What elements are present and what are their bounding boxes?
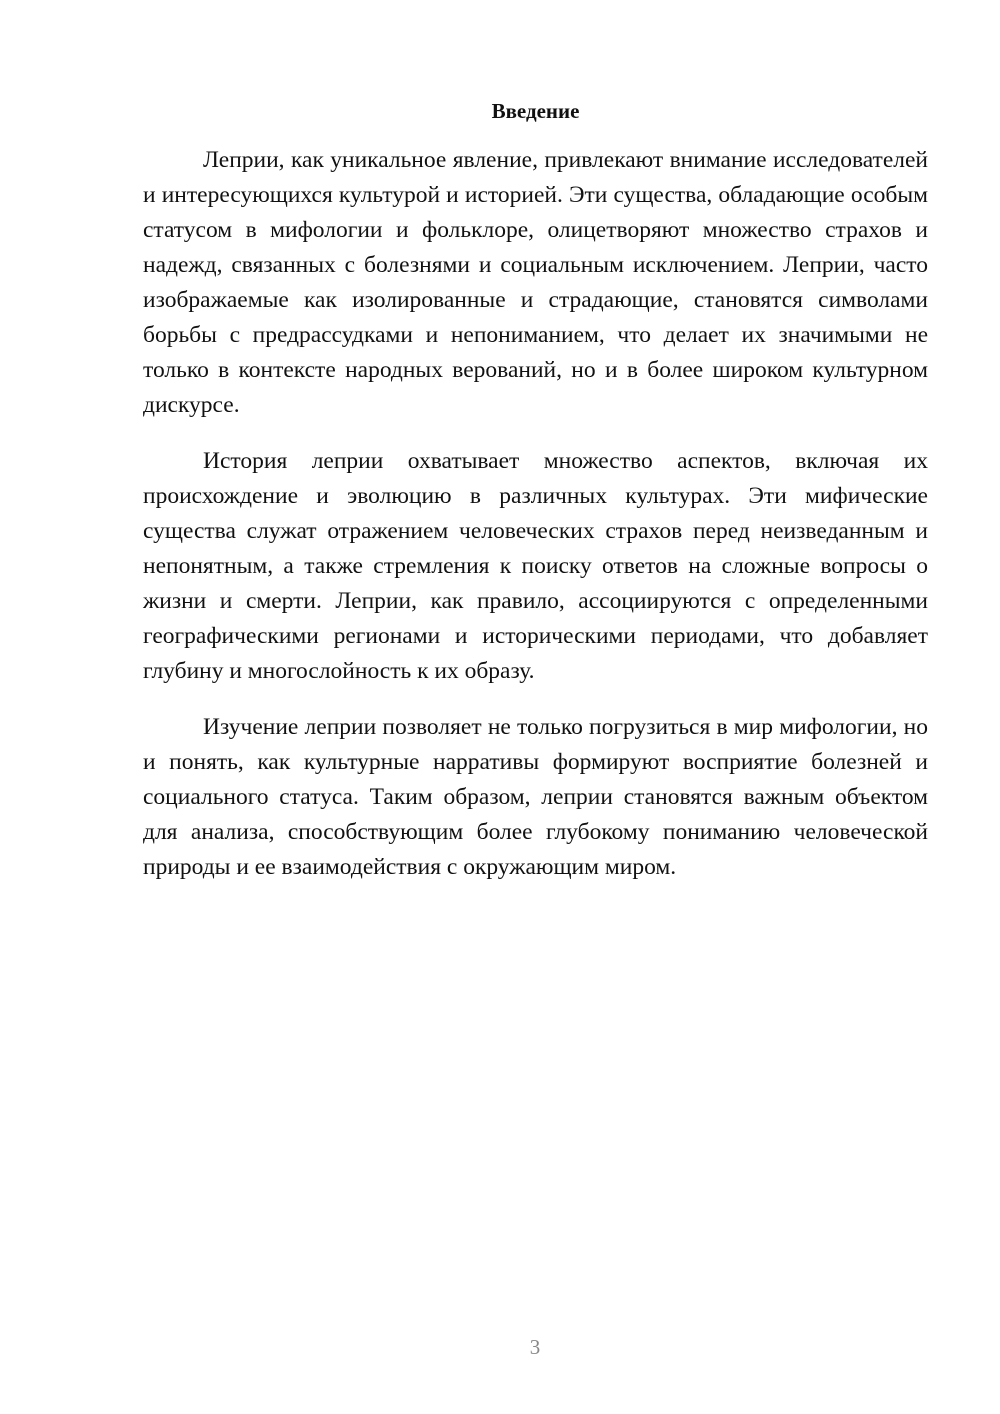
section-heading: Введение xyxy=(491,99,580,123)
body-text xyxy=(143,143,928,906)
paragraph-1: Леприи, как уникальное явление, привлекают внимание исследователей и интересующихся культурой и историей. Эти существа, обладающие особым статусом в мифологии и фольклоре, олицетворяют множество страхов и надежд, связанных с болезнями и социальным исключением. Леприи, часто изображаемые как изолированные и страдающие, становятся символами борьбы с предрассудками и непониманием, что делает их значимыми не только в контексте народных верований, но и в более широком культурном дискурсе. xyxy=(143,147,928,418)
page-number: 3 xyxy=(529,1335,541,1359)
paragraph-2: История леприи охватывает множество аспектов, включая их происхождение и эволюцию в различных культурах. Эти мифические существа служат отражением человеческих страхов перед неизведанным и непонятным, а также стремления к поиску ответов на сложные вопросы о жизни и смерти. Леприи, как правило, ассоциируются с определенными географическими регионами и историческими периодами, что добавляет глубину и многослойность к их образу. xyxy=(143,448,928,684)
paragraph-3: Изучение леприи позволяет не только погрузиться в мир мифологии, но и понять, как культурные нарративы формируют восприятие болезней и социального статуса. Таким образом, леприи становятся важным объектом для анализа, способствующим более глубокому пониманию человеческой природы и ее взаимодействия с окружающим миром. xyxy=(143,714,928,880)
